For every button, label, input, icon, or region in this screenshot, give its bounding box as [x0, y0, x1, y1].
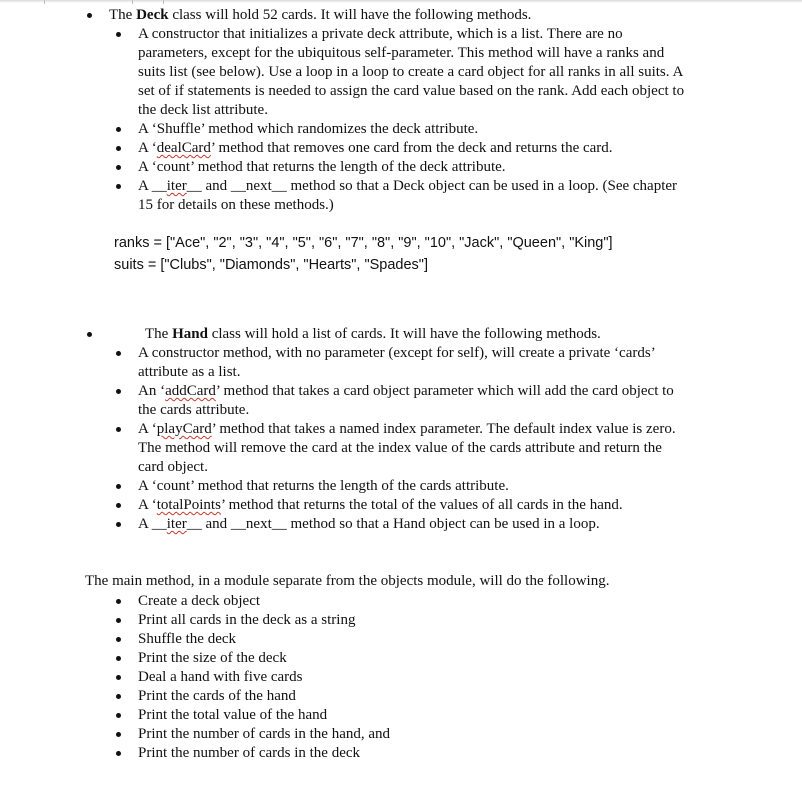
bullet-icon [116, 599, 121, 604]
hand-intro-pre: The [145, 326, 173, 342]
bullet-icon [116, 522, 121, 527]
deck-constructor-line: suits list (see below). Use a loop in a loop to create a card object for all ranks in all suits. A [138, 64, 684, 80]
bullet-icon [116, 713, 121, 718]
ranks-code: ranks = ["Ace", "2", "3", "4", "5", "6", "7", "8", "9", "10", "Jack", "Queen", "King"] [114, 235, 613, 251]
bullet-icon [87, 332, 92, 337]
hand-playcard-line3: card object. [138, 459, 208, 475]
bullet-icon [116, 165, 121, 170]
bullet-icon [116, 484, 121, 489]
text-span: A ‘ [138, 497, 157, 513]
hand-addcard-item [138, 382, 674, 401]
main-step: Print the number of cards in the hand, and [138, 726, 391, 742]
main-step: Print the total value of the hand [138, 707, 328, 723]
hand-intro-post: class will hold a list of cards. It will have the following methods. [207, 326, 601, 342]
ruler-mark [44, 0, 45, 4]
page-top-edge [0, 0, 802, 3]
text-span: __ and __next__ method so that a Deck object can be used in a loop. (See chapter [186, 178, 678, 194]
deck-shuffle-item: A ‘Shuffle’ method which randomizes the deck attribute. [138, 121, 479, 137]
main-step: Create a deck object [138, 593, 261, 609]
text-span: A ‘ [138, 421, 157, 437]
text-span: An ‘ [138, 383, 166, 399]
bullet-icon [116, 127, 121, 132]
hand-playcard-line2: The method will remove the card at the index value of the cards attribute and return the [138, 440, 662, 456]
deck-constructor-line: set of if statements is needed to assign the card value based on the rank. Add each object to [138, 83, 685, 99]
hand-count-item: A ‘count’ method that returns the length of the cards attribute. [138, 478, 509, 494]
bullet-icon [116, 503, 121, 508]
spellcheck-word: dealCard [156, 140, 211, 156]
hand-class-name: Hand [172, 326, 208, 342]
bullet-icon [116, 32, 121, 37]
text-span: ’ method that removes one card from the deck and returns the card. [210, 140, 613, 156]
deck-dealcard-item [138, 139, 613, 158]
hand-constructor-line: attribute as a list. [138, 364, 241, 380]
main-intro: The main method, in a module separate from the objects module, will do the following. [85, 573, 610, 589]
deck-class-name: Deck [136, 7, 169, 23]
bullet-icon [116, 751, 121, 756]
bullet-icon [116, 427, 121, 432]
bullet-icon [116, 675, 121, 680]
deck-iter-item-line2: 15 for details on these methods.) [138, 197, 334, 213]
text-span: ’ method that returns the total of the values of all cards in the hand. [220, 497, 623, 513]
bullet-icon [116, 351, 121, 356]
text-span: ’ method that takes a named index parameter. The default index value is zero. [211, 421, 676, 437]
bullet-icon [116, 389, 121, 394]
spellcheck-word: iter [166, 516, 187, 532]
main-step: Shuffle the deck [138, 631, 237, 647]
text-span: ’ method that takes a card object parameter which will add the card object to [215, 383, 674, 399]
hand-addcard-line2: the cards attribute. [138, 402, 250, 418]
spellcheck-word: iter [166, 178, 187, 194]
spellcheck-word: addCard [165, 383, 216, 399]
deck-intro [109, 6, 531, 25]
main-step: Print all cards in the deck as a string [138, 612, 356, 628]
hand-intro [145, 325, 601, 344]
deck-intro-pre: The [109, 7, 137, 23]
bullet-icon [116, 732, 121, 737]
main-step: Print the number of cards in the deck [138, 745, 361, 761]
bullet-icon [116, 184, 121, 189]
main-step: Deal a hand with five cards [138, 669, 303, 685]
bullet-icon [116, 694, 121, 699]
bullet-icon [116, 146, 121, 151]
hand-playcard-item [138, 420, 676, 439]
ruler-mark [163, 0, 164, 4]
bullet-icon [116, 618, 121, 623]
bullet-icon [116, 637, 121, 642]
text-span: A __ [138, 516, 167, 532]
main-step: Print the size of the deck [138, 650, 287, 666]
text-span: __ and __next__ method so that a Hand object can be used in a loop. [186, 516, 600, 532]
bullet-icon [87, 13, 92, 18]
hand-totalpoints-item [138, 496, 623, 515]
spellcheck-word: playCard [156, 421, 212, 437]
text-span: A __ [138, 178, 167, 194]
deck-count-item: A ‘count’ method that returns the length of the deck attribute. [138, 159, 506, 175]
hand-constructor-line: A constructor method, with no parameter (except for self), will create a private ‘cards’ [138, 345, 656, 361]
deck-constructor-line: parameters, except for the ubiquitous self-parameter. This method will have a ranks and [138, 45, 665, 61]
text-span: A ‘ [138, 140, 157, 156]
spellcheck-word: totalPoints [156, 497, 221, 513]
deck-constructor-line: A constructor that initializes a private deck attribute, which is a list. There are no [138, 26, 623, 42]
deck-constructor-line: the deck list attribute. [138, 102, 268, 118]
hand-iter-item [138, 515, 600, 534]
deck-iter-item [138, 177, 677, 196]
suits-code: suits = ["Clubs", "Diamonds", "Hearts", "Spades"] [114, 257, 428, 273]
bullet-icon [116, 656, 121, 661]
ruler-mark [132, 0, 133, 4]
deck-intro-post: class will hold 52 cards. It will have the following methods. [168, 7, 532, 23]
main-step: Print the cards of the hand [138, 688, 296, 704]
